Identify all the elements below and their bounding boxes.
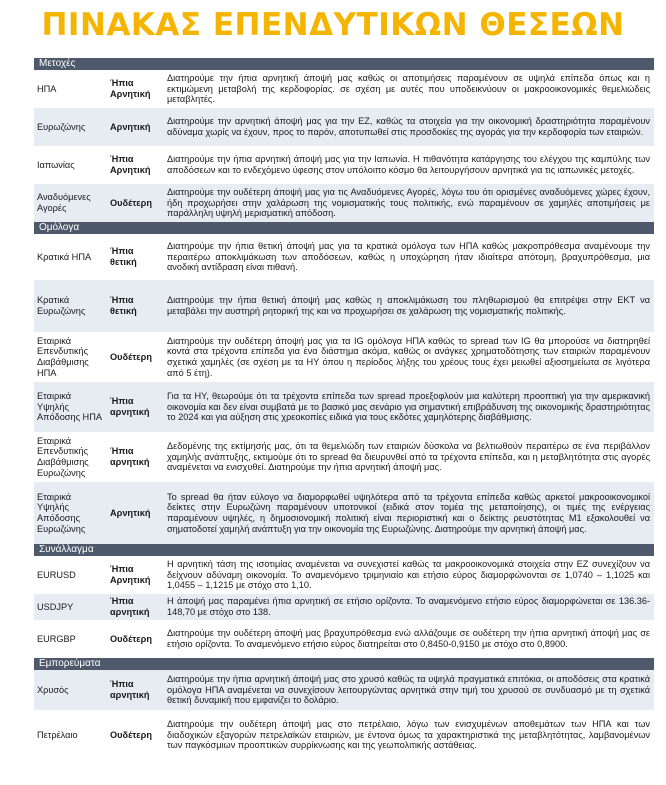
stance-description: Διατηρούμε την ουδέτερη άποψή μας για τις Αναδυόμενες Αγορές, λόγω του ότι ορισμένες αναδυόμενες χώρες έχουν, ήδη προχωρήσει στην χαλάρωση της νομισματικής τους πολιτικής, ενώ παραμένουν σε χαμηλές αποτιμήσεις με παράλληλη υψηλή μερισματική απόδοση. <box>164 184 654 222</box>
asset-name: Εταιρικά Επενδυτικής Διαβάθμισης Ευρωζώνης <box>37 435 89 478</box>
section-header <box>34 658 654 670</box>
table-row <box>34 234 654 280</box>
stance-label: Ήπια Αρνητική <box>110 154 151 175</box>
stance-description: Διατηρούμε την ήπια αρνητική άποψή μας στο χρυσό καθώς τα υψηλά πραγματικά επιτόκια, οι αποδόσεις στα κρατικά ομόλογα ΗΠΑ αναμένεται να συνεχίσουν λειτουργώντας αρνητικά στην τιμή του χρυσού σε συνδυασμό με τη σχετικά θετική δυναμική που εμφανίζει το δολάριο. <box>164 670 654 710</box>
stance-label: Ουδέτερη <box>110 633 152 644</box>
table-row <box>34 280 654 332</box>
table-row <box>34 594 654 620</box>
table-row <box>34 108 654 146</box>
section-title: Μετοχές <box>34 58 654 70</box>
asset-name: Πετρέλαιο <box>37 729 78 740</box>
asset-name: Κρατικά Ευρωζώνης <box>34 280 107 332</box>
asset-name: ΗΠΑ <box>37 83 57 94</box>
table-row <box>34 146 654 184</box>
stance-description: Διατηρούμε την ουδέτερη άποψή μας για τα IG ομόλογα ΗΠΑ καθώς το spread των IG θα μπορούσε να διατηρηθεί κοντά στα τρέχοντα επίπεδα για ένα διάστημα ακόμα, καθώς οι ανάγκες χρηματοδότησης των εταιριών παραμένουν σχετικά χαμηλές (σε σχέση με τα ΗΥ όπου η περίοδος λήξης του χρέους τους έχει μειωθεί αξιοσημείωτα σε λιγότερα από 5 έτη). <box>167 335 651 378</box>
asset-name: USDJPY <box>34 594 107 620</box>
stance-label: Αρνητική <box>107 108 164 146</box>
stance-label: Ήπια αρνητική <box>110 446 150 467</box>
table-row <box>34 432 654 482</box>
page-title: ΠΙΝΑΚΑΣ ΕΠΕΝΔΥΤΙΚΩΝ ΘΕΣΕΩΝ <box>41 7 625 43</box>
stance-label: Ήπια αρνητική <box>107 594 164 620</box>
stance-description: Το spread θα ήταν εύλογο να διαμορφωθεί υψηλότερα από τα τρέχοντα επίπεδα καθώς αρκετοί μακροοικονομικοί δείκτες στην Ευρωζώνη παραμένουν υποτονικοί (ειδικά στον τομέα της μεταποίησης), οι τιμές της ενέργειας παραμένουν υψηλές, η δημοσιονομική πολιτική είναι περιοριστική και ο δείκτης ρευστότητας Μ1 εξακολουθεί να σηματοδοτεί χαμηλή ανάπτυξη για την οικονομία της Ευρωζώνης. Διατηρούμε την αρνητική άποψή μας. <box>164 482 654 544</box>
stance-label: Ήπια αρνητική <box>107 670 164 710</box>
asset-name: EURUSD <box>37 569 76 580</box>
asset-name: Εταιρικά Υψηλής Απόδοσης Ευρωζώνης <box>34 482 107 544</box>
section-title: Εμπορεύματα <box>34 658 654 670</box>
asset-name: Ιαπωνίας <box>37 159 75 170</box>
stance-description: Δεδομένης της εκτίμησής μας, ότι τα θεμελιώδη των εταιριών δύσκολα να βελτιωθούν περαιτέρω σε ένα περιβάλλον χαμηλής ανάπτυξης, εκτιμούμε ότι το spread θα διευρυνθεί από τα τρέχοντα επίπεδα, και η μεταβλητότητα στις αγορές αναμένεται να ενισχυθεί. Διατηρούμε την ήπια αρνητική άποψή μας. <box>167 441 651 473</box>
asset-name: Αναδυόμενες Αγορές <box>34 184 107 222</box>
stance-label: Ήπια Αρνητική <box>110 564 151 585</box>
stance-description: Για τα ΗΥ, θεωρούμε ότι τα τρέχοντα επίπεδα των spread προεξοφλούν μια καλύτερη προοπτική για την αμερικανική οικονομία και δεν είναι συμβατά με το βασικό μας σενάριο για σημαντική επιβράδυνση της οικονομικής δραστηριότητας το 2024 και για αύξηση στις χρεοκοπίες ειδικά για τους εκδότες χαμηλότερης διαβάθμισης. <box>164 382 654 432</box>
table-row <box>34 70 654 108</box>
stance-description: Η άποψή μας παραμένει ήπια αρνητική σε ετήσιο ορίζοντα. Το αναμενόμενο ετήσιο εύρος διαμορφώνεται σε 136.36-148,70 με στόχο στο 138. <box>164 594 654 620</box>
stance-description: Διατηρούμε την ήπια θετική άποψή μας για τα κρατικά ομόλογα των ΗΠΑ καθώς μακροπρόθεσμα αναμένουμε την περαιτέρω αποκλιμάκωση των αποδόσεων, καθώς η υποχώρηση ήταν ιδιαίτερα απότομη, βραχυπρόθεσμα, μια ανοδική αντίδραση είναι πιθανή. <box>167 241 651 273</box>
table-row <box>34 556 654 594</box>
investment-positions-table <box>34 58 654 760</box>
stance-description: Διατηρούμε την ήπια αρνητική άποψή μας για την Ιαπωνία. Η πιθανότητα κατάργησης του ελέγχου της καμπύλης των αποδόσεων και το ενδεχόμενο ύφεσης στον υπόλοιπο κόσμο θα λειτουργήσουν αρνητικά για τις ιαπωνικές μετοχές. <box>167 154 651 175</box>
stance-description: Διατηρούμε την ήπια αρνητική άποψή μας καθώς οι αποτιμήσεις παραμένουν σε υψηλά επίπεδα όπως και η εκτιμώμενη μεταβολή της κερδοφορίας. σε σχέση με αυτές που υποδεικνύουν οι μακροοικονομικές θεμελιώδεις μεταβλητές. <box>167 73 651 105</box>
section-title: Συνάλλαγμα <box>34 544 654 556</box>
stance-description: Διατηρούμε την αρνητική άποψή μας για την ΕΖ, καθώς τα στοιχεία για την οικονομική δραστηριότητα παραμένουν αδύναμα χωρίς να έχουν, προς το παρόν, αποτυπωθεί στις προσδοκίες της αγοράς για την κερδοφορία των εταιριών. <box>164 108 654 146</box>
table-row <box>34 482 654 544</box>
section-header <box>34 58 654 70</box>
table-row <box>34 184 654 222</box>
asset-name: EURGBP <box>37 633 76 644</box>
asset-name: Εταιρικά Επενδυτικής Διαβάθμισης ΗΠΑ <box>37 335 89 378</box>
stance-description: Η αρνητική τάση της ισοτιμίας αναμένεται να συνεχιστεί καθώς τα μακροοικονομικά στοιχεία στην ΕΖ συνεχίζουν να δείχνουν αδύναμη οικονομία. Το αναμενόμενο τριμηνιαίο και ετήσιο εύρος διαμορφώνονται σε 1,0740 – 1,1025 και 1,0455 – 1,1215 με στόχο στο 1,10. <box>167 559 651 591</box>
stance-label: Ήπια θετική <box>110 246 137 267</box>
stance-description: Διατηρούμε την ουδέτερη άποψή μας στο πετρέλαιο, λόγω των ενισχυμένων αποθεμάτων των ΗΠΑ και των διαδοχικών εξαγορών πετρελαϊκών εταιριών, με έντονα όμως τα χαρακτηριστικά της μεταβλητότητας, λαμβανομένων των παγκόσμιων προοπτικών συρρίκνωσης και της γεωπολιτικής αστάθειας. <box>167 719 651 751</box>
stance-label: Ουδέτερη <box>107 184 164 222</box>
stance-description: Διατηρούμε την ήπια θετική άποψή μας καθώς η αποκλιμάκωση του πληθωρισμού θα επιτρέψει στην ΕΚΤ να μεταβάλει την αυστηρή ρητορική της και να προχωρήσει σε χαλάρωση της νομισματικής πολιτικής. <box>164 280 654 332</box>
stance-label: Ήπια αρνητική <box>107 382 164 432</box>
section-header <box>34 544 654 556</box>
table-row <box>34 332 654 382</box>
stance-label: Ουδέτερη <box>110 729 152 740</box>
table-row <box>34 670 654 710</box>
table-row <box>34 382 654 432</box>
asset-name: Εταιρικά Υψηλής Απόδοσης ΗΠΑ <box>34 382 107 432</box>
asset-name: Χρυσός <box>34 670 107 710</box>
stance-label: Ήπια Αρνητική <box>110 78 151 99</box>
asset-name: Ευρωζώνης <box>34 108 107 146</box>
stance-label: Αρνητική <box>107 482 164 544</box>
asset-name: Κρατικά ΗΠΑ <box>37 251 92 262</box>
stance-label: Ήπια θετική <box>107 280 164 332</box>
table-row <box>34 710 654 760</box>
section-header <box>34 222 654 234</box>
table-row <box>34 620 654 658</box>
section-title: Ομόλογα <box>34 222 654 234</box>
stance-description: Διατηρούμε την ουδέτερη άποψή μας βραχυπρόθεσμα ενώ αλλάζουμε σε ουδέτερη την ήπια αρνητική άποψή μας σε ετήσιο ορίζοντα. Το αναμενόμενο ετήσιο εύρος διατηρείται στο 0,8450-0,9150 με στόχο στο 0,8900. <box>167 628 651 649</box>
stance-label: Ουδέτερη <box>110 351 152 362</box>
